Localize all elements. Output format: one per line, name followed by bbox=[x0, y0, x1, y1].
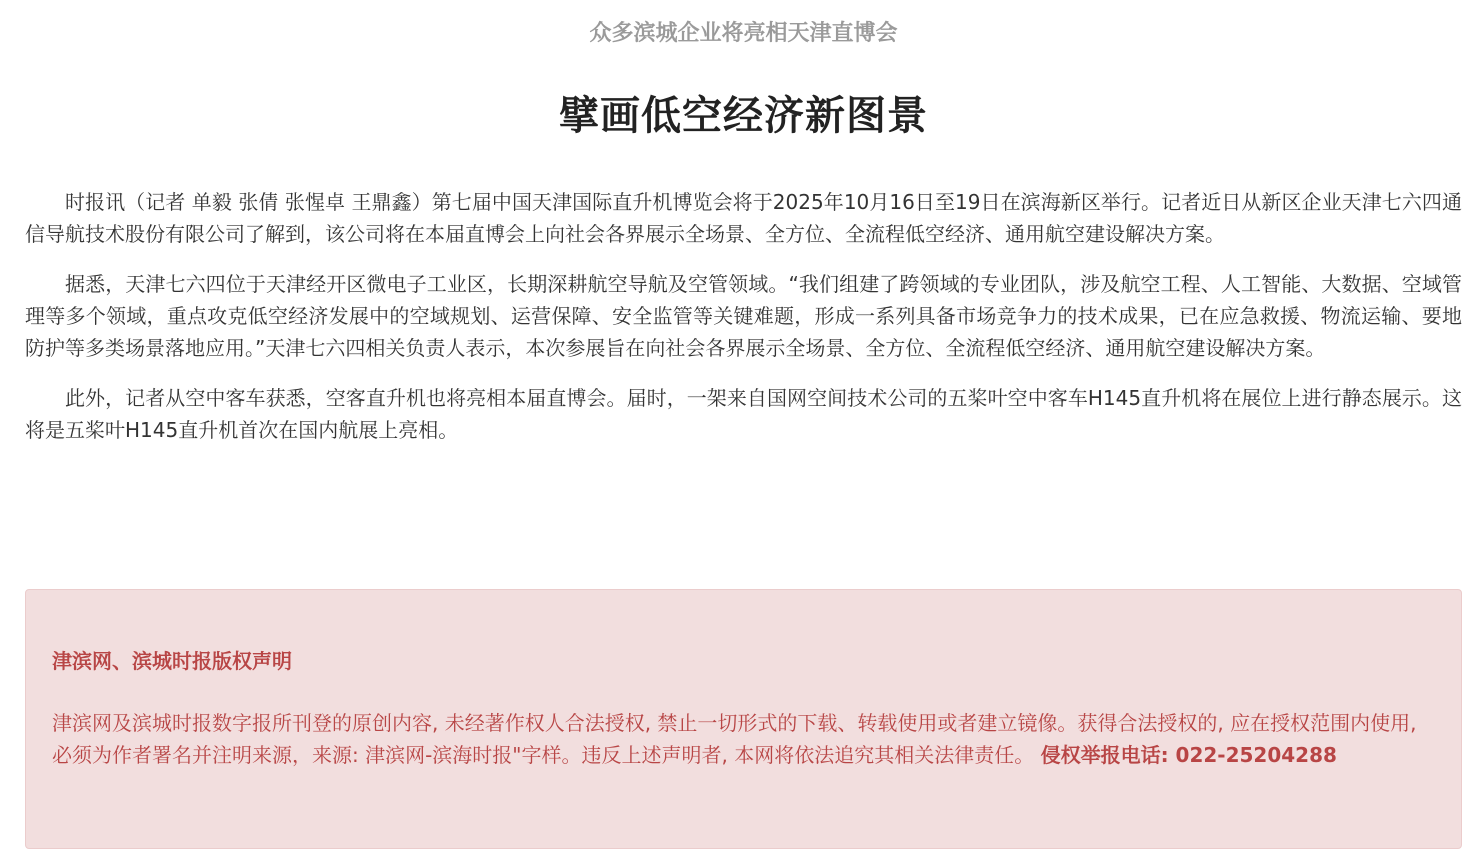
article-title: 擘画低空经济新图景 bbox=[559, 93, 928, 139]
article bbox=[25, 0, 1462, 464]
article-paragraph: 时报讯（记者 单毅 张倩 张惺卓 王鼎鑫）第七届中国天津国际直升机博览会将于2025年10月16日至19日在滨海新区举行。记者近日从新区企业天津七六四通信导航技术股份有限公司了解到，该公司将在本届直博会上向社会各界展示全场景、全方位、全流程低空经济、通用航空建设解决方案。 bbox=[25, 190, 1462, 246]
article-body bbox=[25, 186, 1462, 446]
article-paragraph: 据悉，天津七六四位于天津经开区微电子工业区，长期深耕航空导航及空管领域。“我们组建了跨领域的专业团队，涉及航空工程、人工智能、大数据、空域管理等多个领域，重点攻克低空经济发展中的空域规划、运营保障、安全监管等关键难题，形成一系列具备市场竞争力的技术成果，已在应急救援、物流运输、要地防护等多类场景落地应用。”天津七六四相关负责人表示，本次参展旨在向社会各界展示全场景、全方位、全流程低空经济、通用航空建设解决方案。 bbox=[25, 272, 1462, 360]
copyright-notice bbox=[25, 589, 1462, 849]
copyright-heading: 津滨网、滨城时报版权声明 bbox=[52, 649, 292, 673]
copyright-text bbox=[52, 707, 1435, 771]
report-hotline: 侵权举报电话: 022-25204288 bbox=[1040, 743, 1337, 767]
article-subtitle: 众多滨城企业将亮相天津直博会 bbox=[589, 21, 898, 46]
article-paragraph: 此外，记者从空中客车获悉，空客直升机也将亮相本届直博会。届时，一架来自国网空间技术公司的五桨叶空中客车H145直升机将在展位上进行静态展示。这将是五桨叶H145直升机首次在国内航展上亮相。 bbox=[25, 386, 1462, 442]
copyright-body: 津滨网及滨城时报数字报所刊登的原创内容, 未经著作权人合法授权, 禁止一切形式的下载、转载使用或者建立镜像。获得合法授权的, 应在授权范围内使用, 必须为作者署名并注明来源，来源: 津滨网-滨海时报"字样。违反上述声明者, 本网将依法追究其相关法律责任。 bbox=[52, 711, 1417, 767]
